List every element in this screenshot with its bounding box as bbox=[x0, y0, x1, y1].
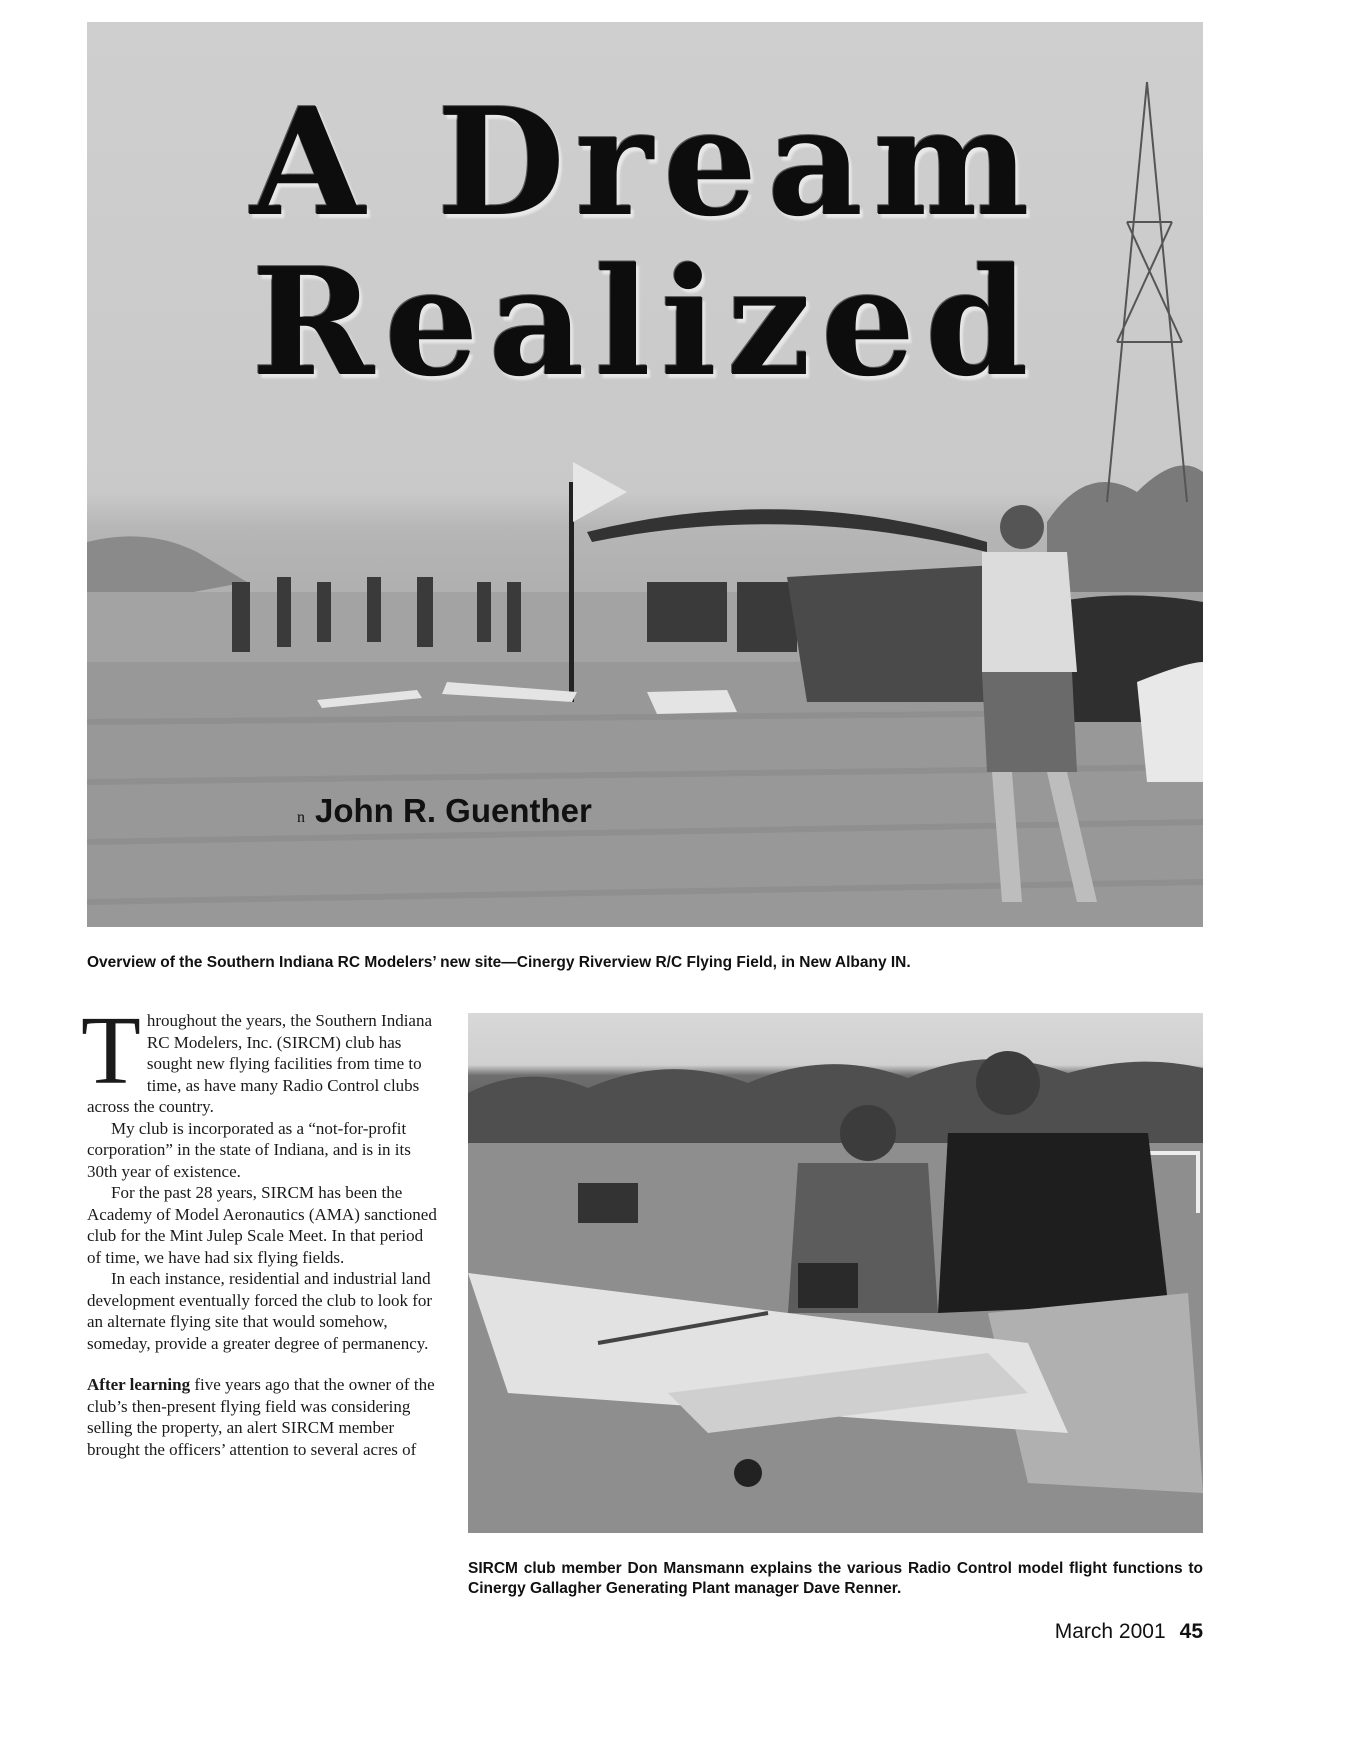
photo-caption: SIRCM club member Don Mansmann explains the various Radio Control model flight functions to Cinergy Gallagher Generating Plant manager Dave Renner. bbox=[468, 1560, 1203, 1597]
byline-bullet: n bbox=[297, 809, 305, 826]
title-line-2: Realized bbox=[251, 235, 1039, 409]
paragraph-5 bbox=[87, 1374, 437, 1460]
title-line-1: A Dream bbox=[250, 75, 1040, 249]
hero-caption: Overview of the Southern Indiana RC Modelers’ new site—Cinergy Riverview R/C Flying Field, in New Albany IN. bbox=[87, 954, 911, 971]
paragraph-2: My club is incorporated as a “not-for-profit corporation” in the state of Indiana, and is in its 30th year of existence. bbox=[87, 1118, 411, 1181]
drop-cap: T bbox=[81, 997, 141, 1105]
plane-demo-scene bbox=[468, 1013, 1203, 1533]
issue-date: March 2001 bbox=[1054, 1620, 1166, 1643]
hero-photo bbox=[87, 22, 1203, 927]
club-member-photo bbox=[468, 1013, 1203, 1533]
paragraph-1-text: hroughout the years, the Southern Indiana RC Modelers, Inc. (SIRCM) club has sought new flying facilities from time to time, as have many Radio Control clubs across the country. bbox=[87, 1011, 433, 1116]
article-body bbox=[81, 997, 437, 1460]
article-title bbox=[87, 75, 1203, 409]
paragraph-5-text: five years ago that the owner of the club’s then-present flying field was considering selling the property, an alert SIRCM member brought the officers’ attention to several acres of bbox=[87, 1375, 435, 1459]
page-number: 45 bbox=[1179, 1620, 1203, 1643]
byline bbox=[297, 792, 592, 830]
paragraph-1 bbox=[81, 997, 437, 1118]
paragraph-5-lead: After learning bbox=[87, 1375, 191, 1394]
paragraph-4: In each instance, residential and industrial land development eventually forced the club to look for an alternate flying site that would somehow, someday, provide a greater degree of permanency. bbox=[87, 1269, 433, 1353]
page-folio bbox=[1055, 1620, 1203, 1644]
paragraph-3: For the past 28 years, SIRCM has been the Academy of Model Aeronautics (AMA) sanctioned club for the Mint Julep Scale Meet. In that period of time, we have had six flying fields. bbox=[87, 1183, 437, 1267]
author-name: John R. Guenther bbox=[315, 792, 592, 829]
